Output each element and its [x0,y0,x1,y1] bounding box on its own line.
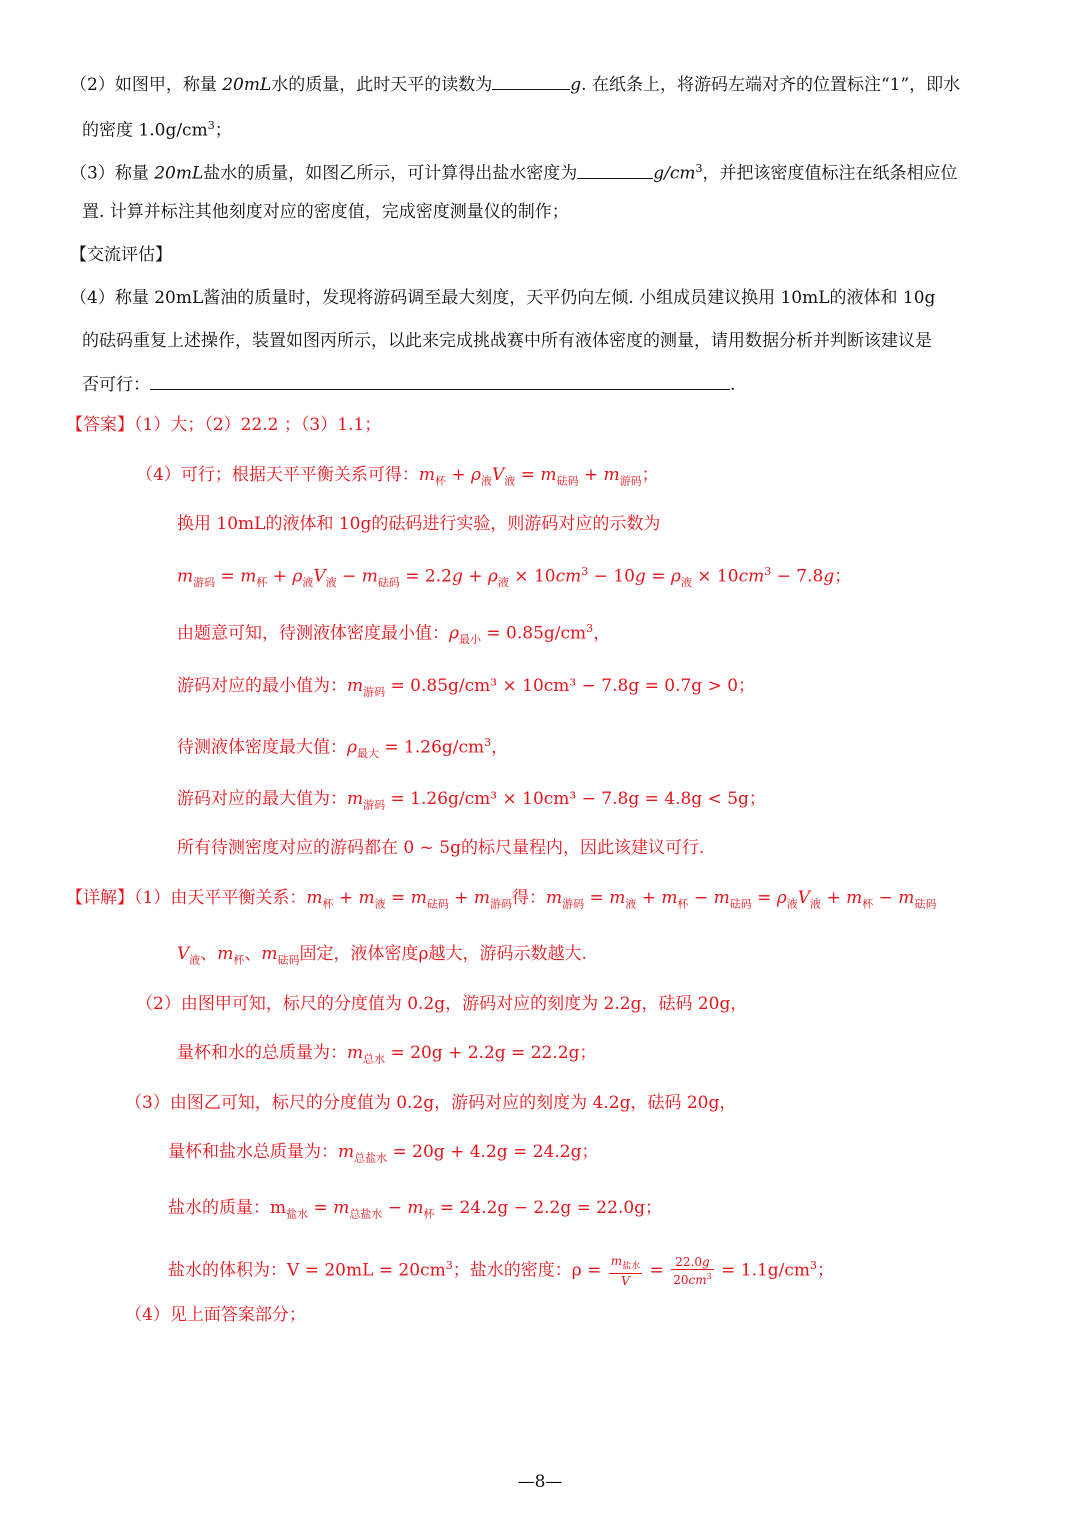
text: 量杯和盐水总质量为： [168,1142,338,1162]
question-4-line-1 [70,286,935,310]
text: 游码对应的最小值为： [177,676,347,696]
text: . 在纸条上，将游码左端对齐的位置标注“1”，即水 [581,75,961,95]
text: 游码对应的最大值为： [177,789,347,809]
text: （1）大；（2）22.2 ；（3）1.1； [134,415,382,435]
answer-4-line-2 [177,512,660,536]
text: （1）由天平平衡关系： [134,888,307,908]
text: ，并把该密度值标注在纸条相应位 [702,163,958,184]
answer-4-conclusion [177,836,704,860]
text: 水的质量，此时天平的读数为 [271,75,493,95]
answer-4-max-density: 待测液体密度最大值：$\rho_{最大} = 1.26g/cm^3$， [177,736,509,761]
explanation-3-line-3: 盐水的质量：$m_{盐水} = m_{总盐水} - m_杯 = 24.2g - 2.2g = 22.0g$； [168,1198,663,1221]
answer-blank [577,160,653,179]
value: = 1.26g/cm [379,737,485,758]
explanation-1-line-2: $V_液$、$m_杯$、$m_{砝码}$固定，液体密度ρ越大，游码示数越大. [177,944,587,967]
text: 量杯和水的总质量为： [177,1043,347,1063]
math-volume: 20mL [154,163,204,184]
text: （2）由图甲可知，标尺的分度值为 0.2g，游码对应的刻度为 2.2g，砝码 20g， [136,994,748,1014]
text: （3）由图乙可知，标尺的分度值为 0.2g，游码对应的刻度为 4.2g，砝码 20g， [125,1093,737,1113]
value: = 0.85g/cm³ × 10cm³ − 7.8g = 0.7g > 0； [385,676,756,696]
value: = 0.85g/cm [481,623,587,644]
explanation-3-line-1 [125,1091,736,1115]
explanation-3-line-4: 盐水的体积为：$V = 20mL = 20cm^3$；盐水的密度：ρ = $\frac{m_{盐水}}{V}$ = $\frac{22.0g}{20cm^3}$ = $1.1g/cm^3$； [168,1254,835,1289]
text: 得： [512,888,547,908]
question-4-line-3: 否可行： . [82,371,735,397]
text: 待测液体密度最大值： [177,737,347,758]
answer-blank [492,71,570,90]
text: 置. 计算并标注其他刻度对应的密度值，完成密度测量仪的制作； [82,202,569,222]
text: 盐水的质量：m [168,1198,287,1218]
answer-summary [66,413,381,437]
text: 盐水的体积为：V = 20mL = 20cm [168,1260,446,1281]
unit: g/cm [653,163,696,184]
question-3-line-1: （3）称量 20mL盐水的质量，如图乙所示，可计算得出盐水密度为 $g/cm^3$，并把该密度值标注在纸条相应位 [70,157,958,186]
text: 否可行： [82,375,150,395]
text: （2）如图甲，称量 [70,75,223,95]
fraction-mass-over-volume: $\frac{m_{盐水}}{V}$ [610,1254,641,1289]
answer-label: 【答案】 [66,415,134,435]
explanation-2-line-1 [136,992,747,1016]
value: = 20g + 4.2g = 24.2g； [387,1142,599,1162]
answer-4-intro: （4）可行；根据天平平衡关系可得：$m_杯 + \rho_液V_液 = m_{砝码} + m_{游码}$； [136,465,659,488]
answer-blank [150,371,730,390]
text: （3）称量 [70,163,155,184]
text: ；盐水的密度：ρ = [452,1260,607,1281]
question-2-line-1 [70,71,960,97]
answer-4-equation: $m_{游码} = m_杯 + \rho_液V_液 - m_{砝码} = 2.2g + \rho_液 \times 10cm^3 - 10g = \rho_液 \times 10cm^3 - 7.8g$； [177,565,852,590]
text: （4）称量 20mL酱油的质量时，发现将游码调至最大刻度，天平仍向左倾. 小组成员建议换用 10mL的液体和 10g [70,288,936,308]
value: = 1.1g/cm [715,1260,811,1281]
value: = 24.2g − 2.2g = 22.0g； [434,1198,663,1218]
text: 固定，液体密度ρ越大，游码示数越大. [299,944,587,964]
text: 换用 10mL的液体和 10g的砝码进行实验，则游码对应的示数为 [177,514,661,534]
page-number: —8— [517,1472,563,1492]
unit: g [570,75,582,95]
text: （4）见上面答案部分； [125,1305,306,1325]
answer-4-min-density: 由题意可知，待测液体密度最小值：$\rho_{最小} = 0.85g/cm^3$， [177,622,611,647]
explanation-1-line-1: 【详解】（1）由天平平衡关系：$m_杯 + m_液 = m_{砝码} + m_{游码}$得：$m_{游码} = m_液 + m_杯 - m_{砝码} = \rho_液V_液 + m_杯 - m_{砝码}$ [66,888,937,911]
math-volume: 20mL [222,75,272,95]
text: 盐水的质量，如图乙所示，可计算得出盐水密度为 [203,163,578,184]
explanation-3-line-2: 量杯和盐水总质量为：$m_{总盐水} = 20g + 4.2g = 24.2g$； [168,1142,599,1165]
question-2-line-2: 的密度 $1.0g/cm^3$； [82,119,232,141]
text: 的密度 1.0g/cm [82,120,208,141]
text: 由题意可知，待测液体密度最小值： [177,623,449,644]
fraction-values: $\frac{22.0g}{20cm^3}$ [673,1255,712,1288]
value: = 20g + 2.2g = 22.2g； [385,1043,597,1063]
text: 的砝码重复上述操作，装置如图丙所示，以此来完成挑战赛中所有液体密度的测量，请用数据分析并判断该建议是 [82,331,932,351]
answer-4-min-rider: 游码对应的最小值为：$m_{游码} = 0.85g/cm^3 \times 10cm^3 - 7.8g = 0.7g > 0$； [177,676,756,699]
explanation-2-line-2: 量杯和水的总质量为：$m_{总水} = 20g + 2.2g = 22.2g$； [177,1043,597,1066]
answer-4-max-rider: 游码对应的最大值为：$m_{游码} = 1.26g/cm^3 \times 10cm^3 - 7.8g = 4.8g < 5g$； [177,789,766,812]
value: = 1.26g/cm³ × 10cm³ − 7.8g = 4.8g < 5g； [385,789,766,809]
text: （4）可行；根据天平平衡关系可得： [136,465,419,485]
text: 所有待测密度对应的游码都在 0 ~ 5g的标尺量程内，因此该建议可行. [177,838,705,858]
explanation-label: 【详解】 [66,888,134,908]
question-3-line-2 [82,200,569,224]
explanation-4 [125,1303,306,1327]
question-4-line-2 [82,329,932,353]
section-heading [70,243,172,267]
text: 【交流评估】 [70,245,172,265]
